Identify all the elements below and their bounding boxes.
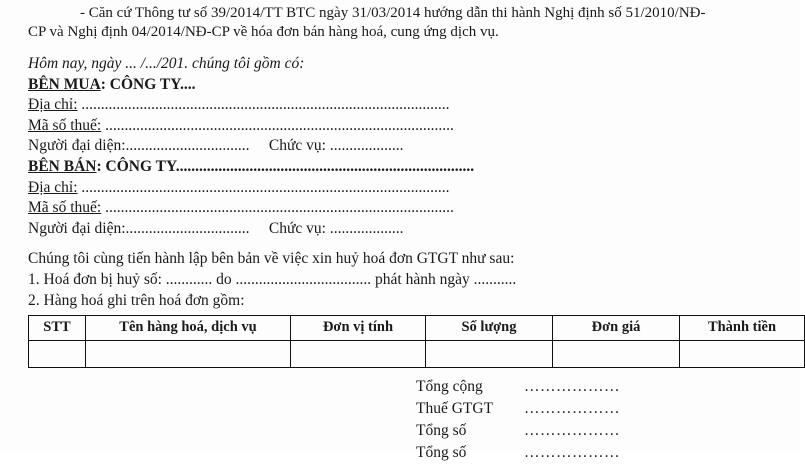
seller-rep-dots: ................................ (125, 219, 250, 237)
seller-heading-rest: : CÔNG TY............................................................................. (96, 157, 475, 175)
totals-label-subtotal: Tổng cộng (416, 377, 483, 395)
column-header-stt: STT (29, 315, 86, 340)
totals-label-vat: Thuế GTGT (416, 399, 494, 417)
seller-position-dots: ................... (325, 219, 404, 237)
goods-table-body (29, 340, 805, 367)
seller-address-row (28, 178, 772, 199)
cell-item-name[interactable] (86, 340, 291, 367)
column-header-quantity: Số lượng (426, 315, 553, 340)
column-header-amount: Thành tiền (680, 315, 805, 340)
goods-table (28, 315, 805, 368)
buyer-tax-dots: .......................................................................................... (101, 116, 454, 134)
cell-amount[interactable] (680, 340, 805, 367)
seller-heading-row (28, 157, 772, 178)
table-row[interactable] (29, 340, 805, 367)
buyer-tax-row (28, 116, 772, 137)
item-2-line: 2. Hàng hoá ghi trên hoá đơn gồm: (28, 291, 245, 309)
buyer-heading-row (28, 75, 772, 96)
totals-label-cut: Tổng số (416, 443, 467, 461)
totals-value-vat: ……………… (524, 399, 620, 417)
buyer-rep-label: Người đại diện: (28, 137, 126, 155)
goods-table-head (29, 315, 805, 340)
seller-position-label: Chức vụ: (268, 219, 326, 237)
totals-value-cut: ……………… (524, 443, 620, 461)
preamble-line-2: CP và Nghị định 04/2014/NĐ-CP về hóa đơn bán hàng hoá, cung ứng dịch vụ. (28, 24, 499, 41)
preamble-line-1: - Căn cứ Thông tư số 39/2014/TT BTC ngày 31/03/2014 hướng dẫn thi hành Nghị định số 51/2010/NĐ- (80, 5, 706, 21)
buyer-rep-row (28, 136, 772, 157)
seller-rep-label: Người đại diện: (28, 219, 126, 237)
buyer-position-label: Chức vụ: (268, 137, 326, 155)
spacer-1 (28, 44, 772, 54)
column-header-item-name: Tên hàng hoá, dịch vụ (86, 315, 291, 340)
seller-tax-label: Mã số thuế: (28, 199, 102, 217)
column-header-unit: Đơn vị tính (291, 315, 426, 340)
seller-rep-row (28, 219, 772, 240)
column-header-unit-price: Đơn giá (553, 315, 680, 340)
totals-value-grand: ……………… (524, 421, 620, 439)
cell-stt[interactable] (29, 340, 86, 367)
buyer-position-dots: ................... (325, 137, 404, 155)
totals-row-vat (416, 398, 772, 420)
item-1-line: 1. Hoá đơn bị huỷ số: ............ do ................................... phát hành ngày ........... (28, 271, 517, 289)
buyer-address-label: Địa chỉ: (28, 96, 78, 114)
seller-tax-row (28, 198, 772, 219)
seller-tax-dots: .......................................................................................... (101, 199, 454, 217)
seller-address-label: Địa chỉ: (28, 178, 78, 196)
totals-row-cut (416, 442, 772, 461)
table-header-row (29, 315, 805, 340)
seller-heading: BÊN BÁN (28, 157, 97, 175)
totals-label-grand: Tổng số (416, 421, 467, 439)
buyer-heading: BÊN MUA (28, 75, 101, 93)
seller-address-dots: ............................................................................................... (77, 178, 450, 196)
spacer-2 (28, 239, 772, 249)
buyer-rep-dots: ................................ (125, 137, 250, 155)
buyer-address-row (28, 95, 772, 116)
buyer-address-dots: ............................................................................................... (77, 96, 450, 114)
date-line: Hôm nay, ngày ... /.../201. chúng tôi gồm có: (28, 55, 305, 73)
totals-value-subtotal: ……………… (524, 377, 620, 395)
cell-unit[interactable] (291, 340, 426, 367)
preamble-paragraph (28, 4, 772, 42)
buyer-heading-rest: : CÔNG TY.... (100, 75, 196, 93)
totals-row-grand (416, 420, 772, 442)
purpose-line: Chúng tôi cùng tiến hành lập bên bản về việc xin huỷ hoá đơn GTGT như sau: (28, 250, 515, 268)
totals-row-subtotal (416, 376, 772, 398)
totals-block (28, 376, 772, 461)
buyer-tax-label: Mã số thuế: (28, 116, 102, 134)
cell-unit-price[interactable] (553, 340, 680, 367)
cell-quantity[interactable] (426, 340, 553, 367)
